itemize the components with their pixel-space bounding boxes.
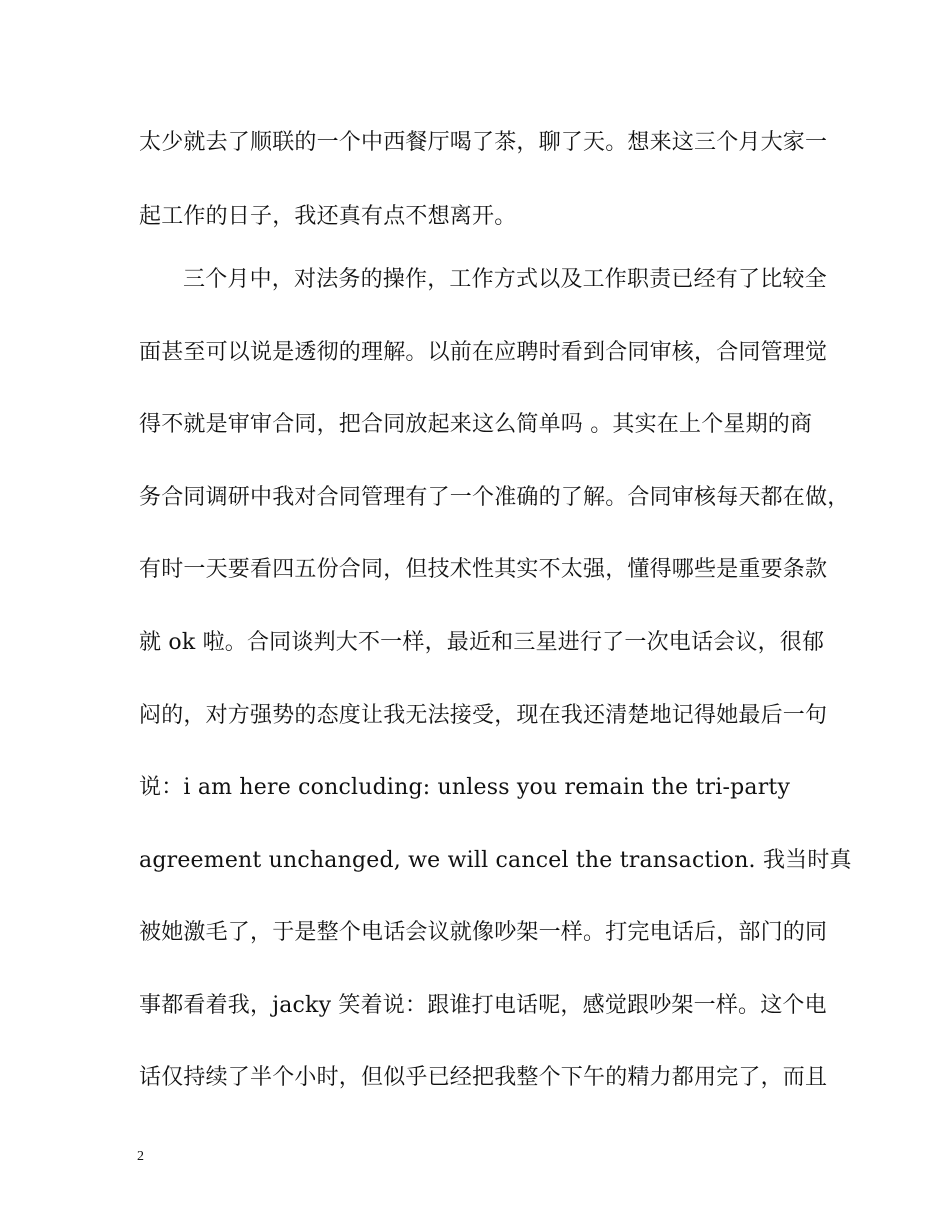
paragraph-first-line: 三个月中，对法务的操作，工作方式以及工作职责已经有了比较全 (183, 267, 827, 292)
text-line: agreement unchanged, we will cancel the transaction. 我当时真 (139, 848, 852, 873)
text-line: 有时一天要看四五份合同，但技术性其实不太强，懂得哪些是重要条款 (139, 557, 828, 582)
text-line: 就 ok 啦。合同谈判大不一样，最近和三星进行了一次电话会议，很郁 (139, 630, 825, 655)
text-line: 起工作的日子，我还真有点不想离开。 (139, 204, 517, 229)
text-line: 务合同调研中我对合同管理有了一个准确的了解。合同审核每天都在做， (139, 485, 850, 510)
text-line: 太少就去了顺联的一个中西餐厅喝了茶，聊了天。想来这三个月大家一 (139, 130, 828, 155)
text-line: 闷的，对方强势的态度让我无法接受，现在我还清楚地记得她最后一句 (139, 703, 828, 728)
page-number: 2 (137, 1149, 144, 1164)
text-line: 面甚至可以说是透彻的理解。以前在应聘时看到合同审核，合同管理觉 (139, 340, 828, 365)
text-line: 得不就是审审合同，把合同放起来这么简单吗 。其实在上个星期的商 (139, 412, 813, 437)
text-line: 话仅持续了半个小时，但似乎已经把我整个下午的精力都用完了，而且 (139, 1065, 828, 1090)
text-line: 事都看着我，jacky 笑着说：跟谁打电话呢，感觉跟吵架一样。这个电 (139, 993, 827, 1018)
text-line: 被她激毛了，于是整个电话会议就像吵架一样。打完电话后，部门的同 (139, 920, 828, 945)
text-line: 说：i am here concluding: unless you remain the tri-party (139, 775, 791, 800)
